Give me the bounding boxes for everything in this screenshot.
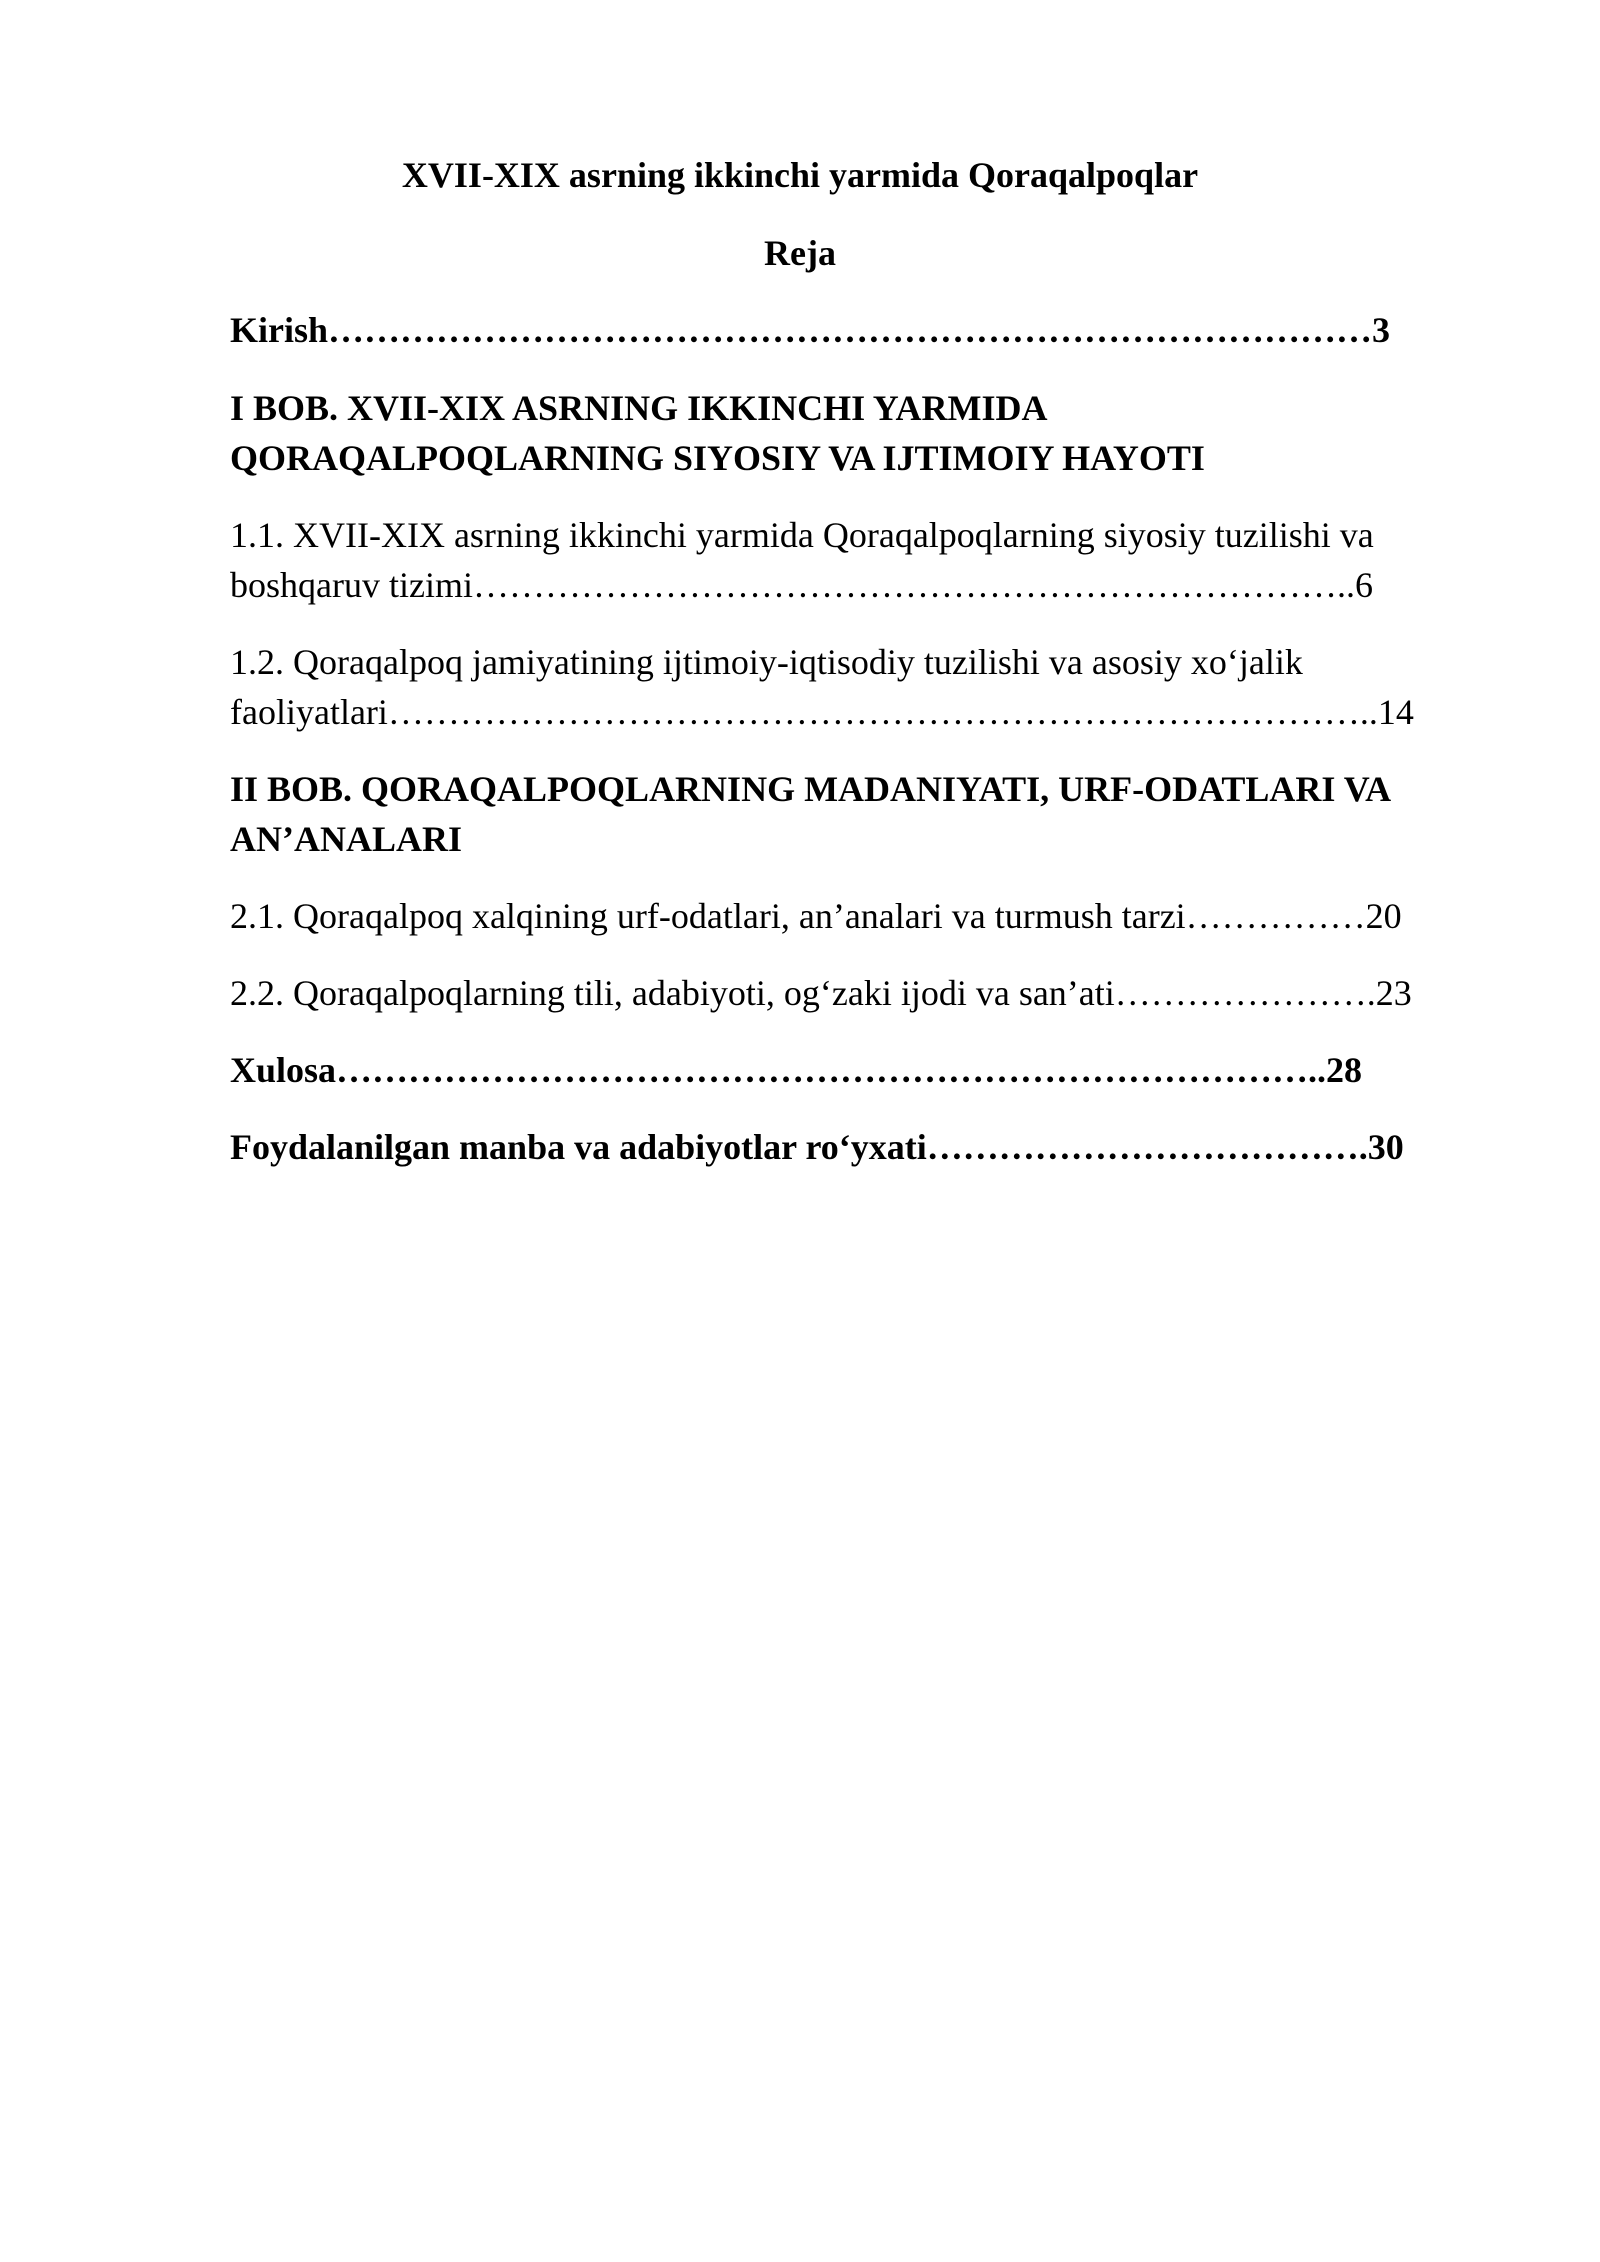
toc-section-1-1-line-1: 1.1. XVII-XIX asrning ikkinchi yarmida Qoraqalpoqlarning siyosiy tuzilishi va xyxy=(230,515,1374,555)
toc-entry-sources: Foydalanilgan manba va adabiyotlar ro‘yxati……………………………….30 xyxy=(230,1127,1404,1167)
plan-heading: Reja xyxy=(764,233,836,273)
toc-chapter-1-line-1: I BOB. XVII-XIX ASRNING IKKINCHI YARMIDA xyxy=(230,388,1048,428)
toc-section-2-2: 2.2. Qoraqalpoqlarning tili, adabiyoti, og‘zaki ijodi va san’ati………………….23 xyxy=(230,973,1412,1013)
toc-entry-xulosa: Xulosa………………………………………………………………………..28 xyxy=(230,1050,1363,1090)
toc-section-2-1: 2.1. Qoraqalpoq xalqining urf-odatlari, an’analari va turmush tarzi……………20 xyxy=(230,896,1402,936)
toc-chapter-1-line-2: QORAQALPOQLARNING SIYOSIY VA IJTIMOIY HAYOTI xyxy=(230,438,1205,478)
toc-section-1-2-line-1: 1.2. Qoraqalpoq jamiyatining ijtimoiy-iqtisodiy tuzilishi va asosiy xo‘jalik xyxy=(230,642,1303,682)
toc-entry-kirish: Kirish……………………………………………………………………………3 xyxy=(230,310,1391,350)
toc-chapter-2-line-2: AN’ANALARI xyxy=(230,819,462,859)
toc-chapter-2-line-1: II BOB. QORAQALPOQLARNING MADANIYATI, URF-ODATLARI VA xyxy=(230,769,1392,809)
document-title: XVII-XIX asrning ikkinchi yarmida Qoraqalpoqlar xyxy=(401,155,1199,195)
toc-section-1-1-line-2: boshqaruv tizimi………………………………………………………………..6 xyxy=(230,565,1373,605)
toc-section-1-2-line-2: faoliyatlari………………………………………………………………………..14 xyxy=(230,692,1414,732)
